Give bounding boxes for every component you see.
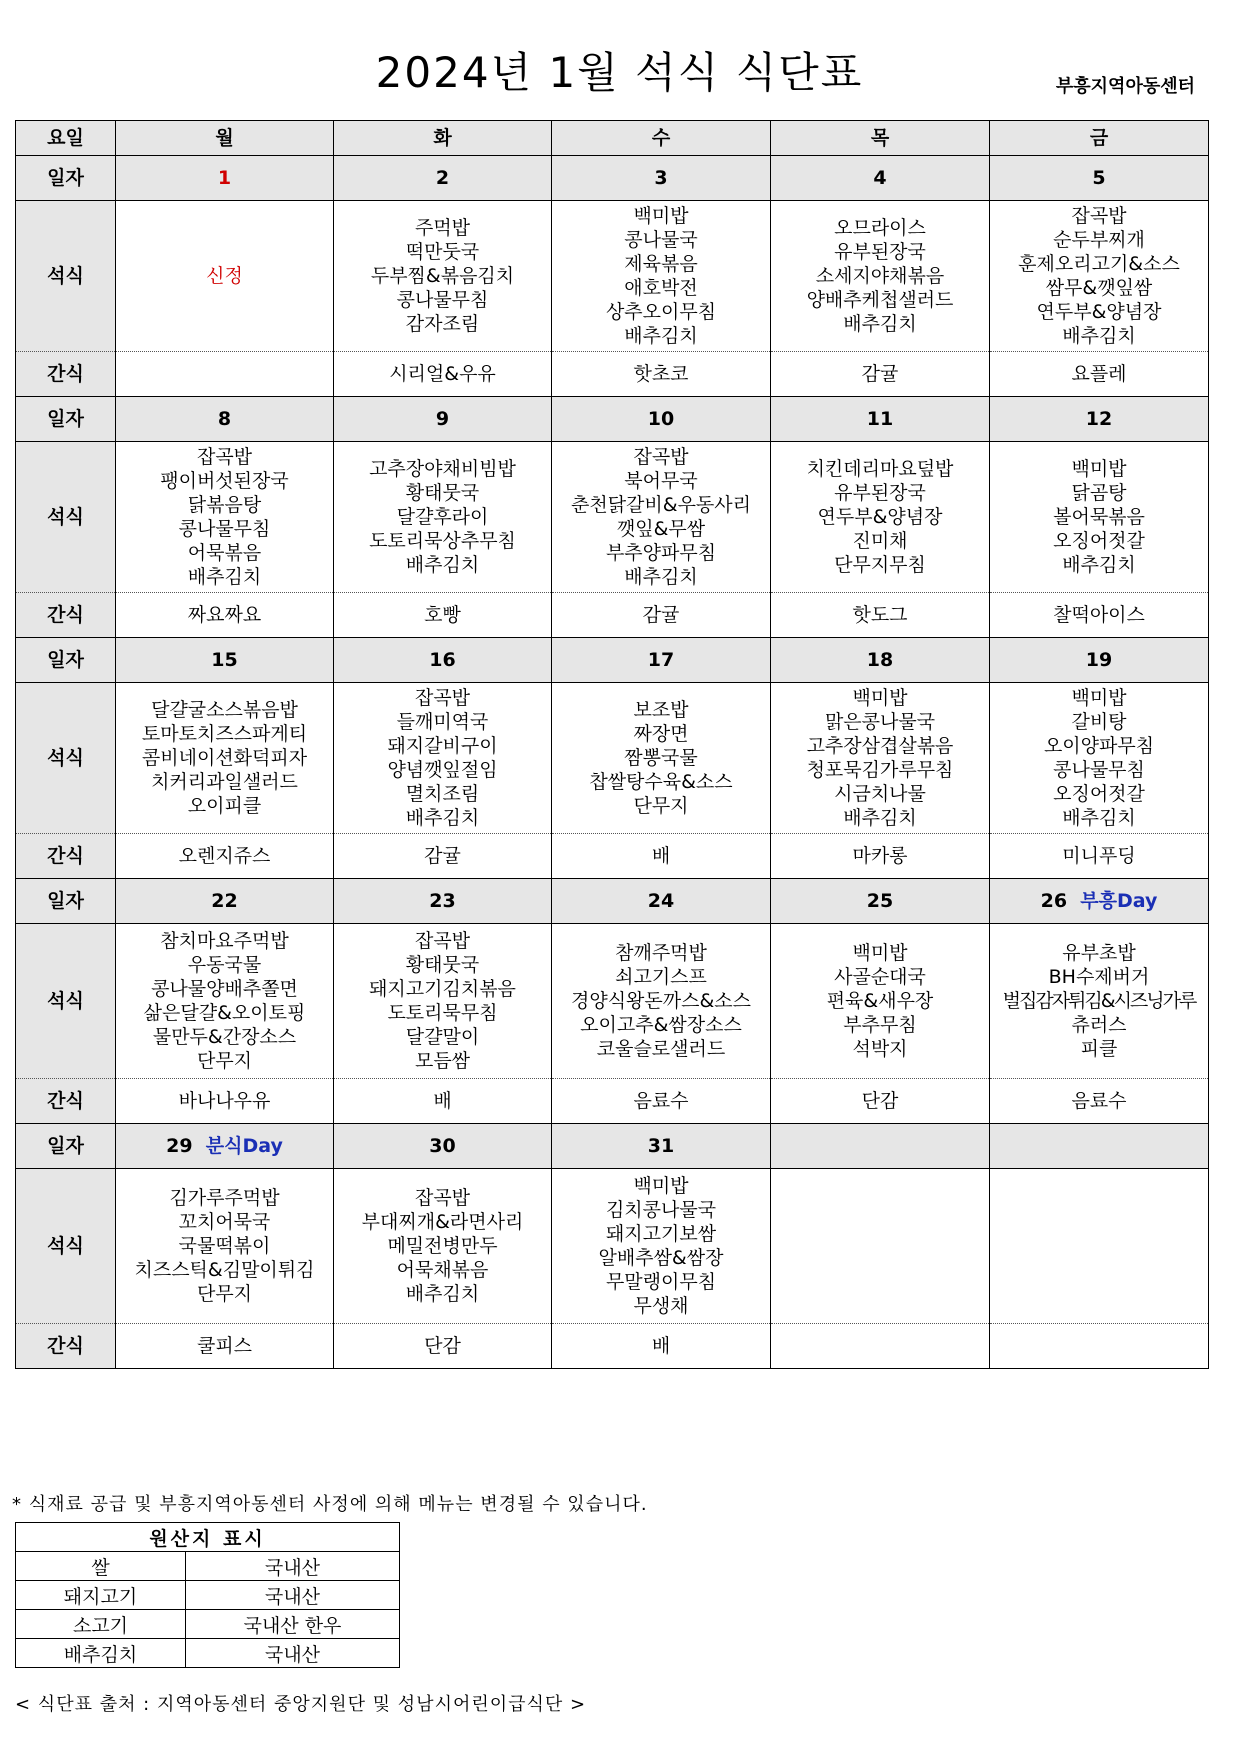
menu-item: 어묵채볶음 [396,1259,489,1281]
menu-item: 잡곡밥 [196,446,253,468]
menu-item: 어묵볶음 [187,542,262,564]
menu-item: 배추김치 [187,566,262,588]
menu-item: 팽이버섯된장국 [160,470,289,492]
menu-item: 상추오이무침 [605,301,717,323]
menu-item: 연두부&양념장 [817,506,943,528]
menu-item: 토마토치즈스파게티 [141,723,308,745]
snack-cell [771,1324,990,1369]
menu-item: 돼지고기김치볶음 [369,978,516,1000]
origin-row [16,1581,400,1610]
menu-item: 신정 [206,265,243,287]
meal-cell [334,683,552,834]
menu-item: 보조밥 [633,699,689,721]
date-row [16,156,1209,201]
menu-item: 무생채 [633,1295,689,1317]
menu-item: 단무지 [633,795,689,817]
menu-item: 배추김치 [624,566,698,588]
date-number: 31 [647,1135,675,1157]
date-cell [552,638,771,683]
meal-cell [552,1169,771,1324]
day-event-tag: 분식Day [205,1135,283,1157]
meal-cell [116,201,334,352]
menu-item: 메밀전병만두 [387,1235,498,1257]
snack-cell: 감귤 [552,593,771,638]
date-cell [771,1124,990,1169]
date-cell [116,156,334,201]
meal-row [16,1169,1209,1324]
meal-cell [771,442,990,593]
date-number: 17 [647,649,675,671]
menu-item: 꼬치어묵국 [178,1211,271,1233]
menu-item: 배추김치 [405,807,480,829]
menu-table [15,120,1209,1369]
menu-item: 두부찜&볶음김치 [370,265,515,287]
date-number: 8 [217,408,232,430]
date-cell [552,397,771,442]
menu-item: 석박지 [852,1038,908,1060]
origin-country: 국내산 [186,1639,400,1668]
menu-item: 주먹밥 [414,217,471,239]
snack-row [16,1079,1209,1124]
menu-item: 콩나물무침 [1053,759,1145,781]
menu-item: 단무지 [196,1283,253,1305]
origin-item: 배추김치 [16,1639,186,1668]
origin-country: 국내산 한우 [186,1610,400,1639]
snack-row [16,352,1209,397]
meal-cell [990,924,1209,1079]
date-cell [552,879,771,924]
meal-cell [552,683,771,834]
date-label: 일자 [16,156,116,201]
snack-cell: 핫초코 [552,352,771,397]
menu-item: 배추김치 [405,554,480,576]
menu-item: 잡곡밥 [414,687,471,709]
menu-item: 부대찌개&라면사리 [361,1211,524,1233]
snack-cell: 감귤 [334,834,552,879]
snack-cell: 배 [552,834,771,879]
menu-item: 연두부&양념장 [1036,301,1162,323]
date-label: 일자 [16,397,116,442]
snack-row [16,593,1209,638]
snack-cell: 배 [334,1079,552,1124]
menu-item: 치즈스틱&김말이튀김 [134,1259,315,1281]
menu-item: 참치마요주먹밥 [160,930,289,952]
date-number: 12 [1085,408,1113,430]
snack-cell: 바나나우유 [116,1079,334,1124]
date-number: 22 [211,890,238,912]
menu-item: 단무지 [196,1050,253,1072]
menu-item: 고추장삼겹살볶음 [806,735,954,757]
meal-cell [116,442,334,593]
snack-cell: 미니푸딩 [990,834,1209,879]
meal-cell [771,1169,990,1324]
menu-item: 돼지갈비구이 [387,735,498,757]
origin-item: 돼지고기 [16,1581,186,1610]
date-row [16,397,1209,442]
date-cell [334,156,552,201]
menu-item: 맑은콩나물국 [824,711,936,733]
menu-item: 배추김치 [624,325,698,347]
date-cell [771,879,990,924]
date-number: 29 [166,1135,193,1157]
date-cell [990,397,1209,442]
date-number: 30 [429,1135,456,1157]
menu-item: 멸치조림 [405,783,480,805]
date-number: 19 [1085,649,1113,671]
date-number: 24 [647,890,675,912]
meal-row [16,201,1209,352]
meal-cell [552,924,771,1079]
date-cell [116,638,334,683]
menu-item: 김치콩나물국 [605,1199,717,1221]
meal-row [16,683,1209,834]
menu-item: 춘천닭갈비&우동사리 [570,494,751,516]
menu-item: 백미밥 [852,687,908,709]
date-label: 일자 [16,879,116,924]
origin-item: 쌀 [16,1552,186,1581]
date-row [16,638,1209,683]
date-number: 1 [217,167,232,189]
menu-item: 배추김치 [1062,325,1136,347]
menu-item: 잡곡밥 [414,1187,471,1209]
menu-item: 양념깻잎절임 [387,759,498,781]
menu-item: 치커리과일샐러드 [151,771,298,793]
date-label: 일자 [16,1124,116,1169]
meal-label: 석식 [16,442,116,593]
menu-item: 배추김치 [1062,554,1136,576]
menu-item: 북어무국 [624,470,698,492]
meal-cell [771,683,990,834]
meal-cell [116,683,334,834]
menu-item: 무말랭이무침 [605,1271,717,1293]
snack-cell: 요플레 [990,352,1209,397]
date-cell [334,879,552,924]
meal-label: 석식 [16,683,116,834]
menu-item: 오이피클 [187,795,262,817]
menu-item: 도토리묵무침 [387,1002,498,1024]
snack-cell: 호빵 [334,593,552,638]
origin-item: 소고기 [16,1610,186,1639]
menu-item: 배추김치 [843,807,917,829]
snack-cell [990,1324,1209,1369]
menu-item: 콩나물무침 [396,289,489,311]
snack-label: 간식 [16,352,116,397]
menu-item: 도토리묵상추무침 [369,530,516,552]
menu-item: 콩나물국 [624,229,698,251]
menu-item: 콩나물양배추쫄면 [151,978,298,1000]
meal-cell [990,1169,1209,1324]
snack-label: 간식 [16,1324,116,1369]
date-row [16,1124,1209,1169]
meal-row [16,442,1209,593]
meal-cell [334,924,552,1079]
snack-cell: 핫도그 [771,593,990,638]
weekday-wed: 수 [552,121,771,156]
menu-item: 짬뽕국물 [624,747,698,769]
menu-item: 잡곡밥 [633,446,689,468]
date-number: 10 [647,408,675,430]
menu-item: 편육&새우장 [826,990,934,1012]
origin-row [16,1610,400,1639]
date-cell [116,879,334,924]
menu-item: 알배추쌈&쌈장 [598,1247,724,1269]
origin-row [16,1552,400,1581]
snack-cell [116,352,334,397]
date-cell [552,156,771,201]
date-cell [771,397,990,442]
meal-cell [990,201,1209,352]
date-cell [990,156,1209,201]
meal-cell [334,442,552,593]
menu-item: 황태뭇국 [405,482,480,504]
date-label: 일자 [16,638,116,683]
menu-item: 잡곡밥 [414,930,471,952]
meal-cell [771,201,990,352]
snack-label: 간식 [16,834,116,879]
date-number: 18 [866,649,894,671]
origin-country: 국내산 [186,1581,400,1610]
meal-cell [116,1169,334,1324]
date-number: 23 [429,890,456,912]
menu-item: 경양식왕돈까스&소스 [570,990,751,1012]
menu-item: 배추김치 [405,1283,480,1305]
meal-cell [771,924,990,1079]
menu-item: 국물떡볶이 [178,1235,271,1257]
snack-cell: 음료수 [552,1079,771,1124]
meal-cell [334,1169,552,1324]
date-number: 11 [866,408,894,430]
menu-item: 백미밥 [1071,458,1127,480]
menu-item: 오징어젓갈 [1053,783,1145,805]
date-number: 5 [1092,167,1106,189]
date-number: 3 [654,167,668,189]
menu-item: 오이고추&쌈장소스 [580,1014,742,1036]
weekday-fri: 금 [990,121,1209,156]
menu-item: 부추무침 [843,1014,917,1036]
menu-item: 닭볶음탕 [187,494,262,516]
date-cell [990,638,1209,683]
date-cell [990,1124,1209,1169]
menu-item: 콤비네이션화덕피자 [141,747,308,769]
origin-country: 국내산 [186,1552,400,1581]
snack-cell: 단감 [334,1324,552,1369]
meal-label: 석식 [16,924,116,1079]
menu-item: BH수제버거 [1048,966,1150,988]
snack-cell: 시리얼&우유 [334,352,552,397]
menu-item: 백미밥 [633,205,689,227]
date-cell [334,397,552,442]
menu-item: 제육볶음 [624,253,698,275]
menu-item: 츄러스 [1071,1014,1127,1036]
menu-item: 오징어젓갈 [1053,530,1145,552]
weekday-tue: 화 [334,121,552,156]
date-number: 26 [1040,890,1068,912]
menu-item: 훈제오리고기&소스 [1018,253,1180,275]
menu-item: 돼지고기보쌈 [605,1223,717,1245]
menu-item: 쌈무&깻잎쌈 [1045,277,1153,299]
menu-item: 피클 [1080,1038,1118,1060]
meal-row [16,924,1209,1079]
menu-item: 배추김치 [1062,807,1136,829]
snack-cell: 짜요짜요 [116,593,334,638]
weekday-row [16,121,1209,156]
page-title: 2024년 1월 석식 식단표 [375,48,864,97]
menu-item: 순두부찌개 [1053,229,1145,251]
snack-row [16,834,1209,879]
menu-item: 쇠고기스프 [615,966,707,988]
snack-cell: 찰떡아이스 [990,593,1209,638]
change-notice: * 식재료 공급 및 부흥지역아동센터 사정에 의해 메뉴는 변경될 수 있습니다. [12,1494,648,1515]
date-cell [116,397,334,442]
date-number: 15 [211,649,238,671]
snack-cell: 감귤 [771,352,990,397]
menu-item: 깻잎&무쌈 [616,518,706,540]
weekday-thu: 목 [771,121,990,156]
menu-item: 소세지야채볶음 [815,265,945,287]
menu-item: 콩나물무침 [178,518,271,540]
meal-cell [116,924,334,1079]
snack-label: 간식 [16,593,116,638]
date-cell [771,638,990,683]
menu-item: 찹쌀탕수육&소스 [589,771,733,793]
menu-item: 달걀후라이 [396,506,489,528]
meal-label: 석식 [16,1169,116,1324]
menu-item: 물만두&간장소스 [152,1026,297,1048]
menu-item: 짜장면 [633,723,689,745]
menu-item: 양배추케첩샐러드 [806,289,954,311]
meal-label: 석식 [16,201,116,352]
menu-item: 떡만둣국 [405,241,480,263]
menu-item: 백미밥 [852,942,908,964]
date-cell [116,1124,334,1169]
menu-item: 황태뭇국 [405,954,480,976]
snack-cell: 배 [552,1324,771,1369]
menu-item: 닭곰탕 [1071,482,1127,504]
meal-cell [552,442,771,593]
snack-cell: 마카롱 [771,834,990,879]
menu-item: 백미밥 [633,1175,689,1197]
date-number: 2 [435,167,450,189]
date-row [16,879,1209,924]
date-cell [771,156,990,201]
snack-cell: 쿨피스 [116,1324,334,1369]
menu-item: 우동국물 [187,954,262,976]
menu-item: 감자조림 [405,313,480,335]
menu-item: 치킨데리마요덮밥 [806,458,954,480]
snack-cell: 음료수 [990,1079,1209,1124]
menu-item: 참깨주먹밥 [615,942,707,964]
menu-item: 백미밥 [1071,687,1127,709]
menu-item: 시금치나물 [834,783,926,805]
menu-item: 코울슬로샐러드 [596,1038,726,1060]
menu-source: < 식단표 출처 : 지역아동센터 중앙지원단 및 성남시어린이급식단 > [15,1694,587,1715]
day-event-tag: 부흥Day [1080,890,1158,912]
menu-item: 모듬쌈 [414,1050,471,1072]
menu-item: 유부초밥 [1062,942,1136,964]
center-name: 부흥지역아동센터 [1055,76,1195,97]
menu-item: 들깨미역국 [396,711,489,733]
menu-item: 고추장야채비빔밥 [369,458,516,480]
snack-cell: 오렌지쥬스 [116,834,334,879]
date-cell [990,879,1209,924]
date-cell [552,1124,771,1169]
meal-cell [334,201,552,352]
menu-item: 애호박전 [624,277,698,299]
snack-row [16,1324,1209,1369]
menu-item: 오므라이스 [834,217,926,239]
menu-item: 배추김치 [843,313,917,335]
snack-label: 간식 [16,1079,116,1124]
meal-cell [552,201,771,352]
origin-row [16,1639,400,1668]
menu-item: 볼어묵볶음 [1053,506,1145,528]
meal-cell [990,683,1209,834]
menu-item: 갈비탕 [1071,711,1127,733]
menu-item: 유부된장국 [834,241,926,263]
origin-header: 원산지 표시 [16,1523,400,1552]
date-number: 9 [435,408,450,430]
menu-item: 부추양파무침 [605,542,717,564]
date-cell [334,1124,552,1169]
date-number: 16 [429,649,456,671]
menu-item: 김가루주먹밥 [169,1187,280,1209]
menu-item: 사골순대국 [834,966,926,988]
menu-item: 진미채 [852,530,908,552]
weekday-mon: 월 [116,121,334,156]
meal-cell [990,442,1209,593]
snack-cell: 단감 [771,1079,990,1124]
menu-item: 잡곡밥 [1071,205,1127,227]
menu-item: 유부된장국 [834,482,926,504]
date-number: 4 [873,167,887,189]
menu-item: 청포묵김가루무침 [806,759,954,781]
menu-item: 단무지무침 [834,554,926,576]
date-number: 25 [866,890,894,912]
menu-item: 벌집감자튀김&시즈닝가루 [1002,990,1196,1012]
weekday-label: 요일 [16,121,116,156]
origin-table [15,1522,400,1668]
menu-item: 달걀굴소스볶음밥 [151,699,298,721]
menu-item: 삶은달걀&오이토핑 [143,1002,306,1024]
date-cell [334,638,552,683]
menu-item: 달걀말이 [405,1026,480,1048]
menu-item: 오이양파무침 [1043,735,1155,757]
